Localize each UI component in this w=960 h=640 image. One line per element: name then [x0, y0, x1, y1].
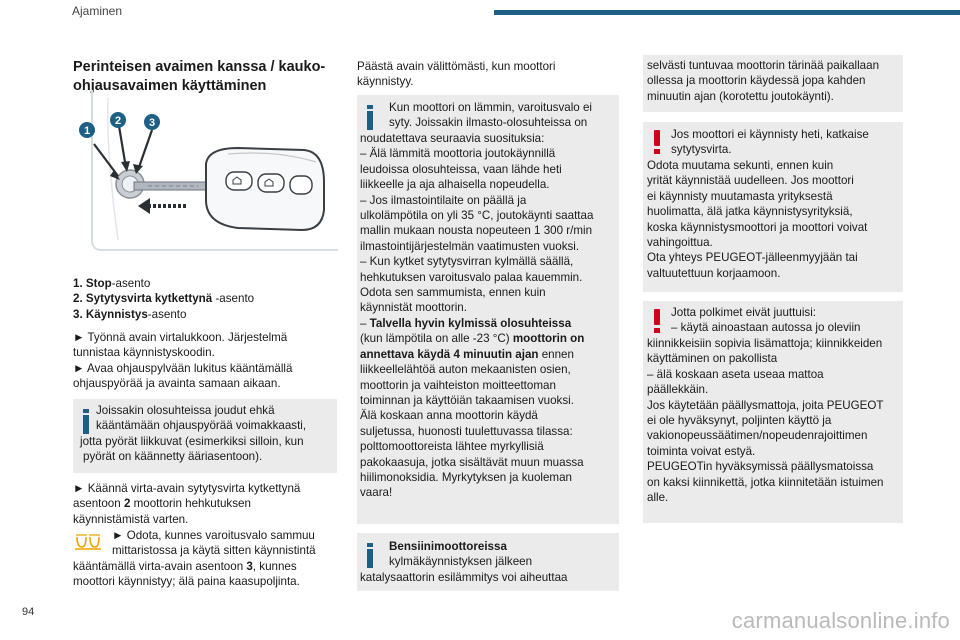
callout-3: 3: [148, 117, 156, 129]
ignition-key-illustration: [83, 90, 338, 260]
text-line: liikkeellelähtöä auton mekaanisten osien,: [360, 363, 571, 377]
text-line: Odota muutama sekunti, ennen kuin: [647, 159, 834, 172]
text-line: jotta pyörät liikkuvat (esimerkiksi silloin, kun: [80, 435, 304, 448]
instruction-paragraph: [73, 528, 341, 590]
text-line: pyörät on käännetty ääriasentoon).: [83, 450, 263, 464]
page-number: 94: [22, 606, 35, 618]
text-line: käyttäminen on pakollista: [647, 352, 778, 366]
text-line: kääntämällä virta-avain asentoon 3, kunnes: [73, 559, 297, 573]
text-line: – Kun kytket sytytysvirran kylmällä säällä,: [360, 255, 574, 269]
text-line: käynnistämistä varten.: [73, 512, 189, 526]
text-line: ilmastointijärjestelmän vaatimusten vuoksi.: [360, 239, 580, 253]
text-line: moottorin ja vaihteiston moitteettoman: [360, 378, 556, 392]
text-line: ► Odota, kunnes varoitusvalo sammuu: [112, 529, 315, 542]
text-line: ulkolämpötila on yli 35 °C, joutokäynti saattaa: [360, 209, 594, 223]
text-line: Älä koskaan anna moottorin käydä: [360, 409, 538, 423]
text-line: kylmäkäynnistyksen jälkeen: [389, 555, 533, 569]
list-item: 3. Käynnistys-asento: [73, 307, 187, 321]
text-line: sytytysvirta.: [671, 143, 732, 157]
header-accent-bar: [494, 10, 960, 15]
text-line: leudoissa olosuhteissa, vaan lähde heti: [360, 162, 562, 176]
instruction-paragraph: [73, 481, 341, 527]
text-line: alle.: [647, 491, 669, 505]
text-line: Jotta polkimet eivät juuttuisi:: [671, 306, 816, 319]
text-line: – älä koskaan aseta useaa mattoa: [647, 367, 824, 381]
text-line: mallin mukaan nousta nopeuteen 1 300 r/min: [360, 224, 593, 238]
text-line: ollessa ja moottorin käydessä jopa kahden: [647, 74, 866, 88]
text-line: mittaristossa ja käytä sitten käynnistintä: [112, 544, 316, 558]
text-line: Päästä avain välittömästi, kun moottori: [357, 60, 556, 73]
text-line: suljetussa, huonosti tuulettuvassa tilassa:: [360, 424, 573, 438]
text-line: – Talvella hyvin kylmissä olosuhteissa: [360, 316, 572, 330]
text-line: moottori käynnistyy; älä paina kaasupoljinta.: [73, 575, 300, 589]
text-line: selvästi tuntuvaa moottorin tärinää paikallaan: [647, 59, 880, 72]
callout-1: 1: [83, 125, 91, 137]
text-line: valtuutettuun korjaamoon.: [647, 266, 781, 280]
text-line: Joissakin olosuhteissa joudut ehkä: [96, 404, 275, 417]
text-line: ohjauspyörää ja avainta samaan aikaan.: [73, 377, 281, 391]
text-line: vakionopeussäätimen/nopeudenrajoittimen: [647, 429, 868, 443]
text-line: polttomoottoreista lähtee myrkyllisiä: [360, 440, 544, 454]
text-line: koska käynnistysmoottori ja moottori voivat: [647, 220, 868, 234]
info-box: [357, 95, 619, 524]
text-line: asentoon 2 moottorin hehkutuksen: [73, 497, 251, 511]
watermark: carmanualsonline.info: [731, 608, 950, 633]
page-header-title: Ajaminen: [72, 4, 123, 18]
text-line: Jos moottori ei käynnisty heti, katkaise: [671, 128, 869, 141]
text-line: ► Avaa ohjauspylvään lukitus kääntämällä: [73, 361, 293, 375]
text-line: ► Työnnä avain virtalukkoon. Järjestelmä: [73, 331, 288, 344]
text-line: toiminta voivat estyä.: [647, 444, 756, 458]
text-line: minuutin ajan (korotettu joutokäynti).: [647, 89, 834, 103]
text-line: PEUGEOTin hyväksymissä päällysmatoissa: [647, 460, 874, 474]
text-line: Kun moottori on lämmin, varoitusvalo ei: [389, 101, 592, 114]
intro-paragraph: [357, 59, 619, 90]
warning-box: [643, 301, 903, 523]
text-line: hiilimonoksidia. Myrkytyksen ja kuoleman: [360, 470, 572, 484]
text-line: – käytä ainoastaan autossa jo oleviin: [671, 321, 861, 335]
text-line: kiinnikkeisiin sopivia lisämattoja; kiinnikkeiden: [647, 337, 883, 350]
text-line: hehkutuksen varoitusvalo palaa kauemmin.: [360, 270, 583, 284]
info-box: [357, 533, 619, 591]
callout-2: 2: [114, 115, 122, 127]
text-line: katalysaattorin esilämmitys voi aiheuttaa: [360, 571, 568, 584]
text-line: päällekkäin.: [647, 383, 709, 397]
info-box: [73, 399, 337, 473]
text-line: tunnistaa käynnistyskoodin.: [73, 346, 215, 360]
section-heading-line: Perinteisen avaimen kanssa / kauko-: [73, 59, 326, 75]
text-line: ► Käännä virta-avain sytytysvirta kytkettynä: [73, 482, 301, 495]
text-line: pakokaasuja, jotka sisältävät muun muassa: [360, 455, 584, 469]
text-line: – Jos ilmastointilaite on päällä ja: [360, 193, 527, 207]
text-line: vahingoittua.: [647, 236, 713, 250]
text-line: – Älä lämmitä moottoria joutokäynnillä: [360, 147, 556, 161]
warning-box: [643, 122, 903, 292]
instruction-paragraph: [73, 330, 341, 392]
text-line: annettava käydä 4 minuutin ajan ennen: [360, 347, 574, 361]
text-line: käynnistät moottorin.: [360, 301, 467, 315]
text-line: liikkeelle ja aja alhaisella nopeudella.: [360, 178, 550, 192]
text-line: syty. Joissakin ilmasto-olosuhteissa on: [389, 116, 588, 130]
text-line: Odota sen sammumista, ennen kuin: [360, 286, 546, 300]
text-line: huolimatta, älä jatka käynnistysyrityksiä,: [647, 205, 853, 219]
info-box-continued: [643, 55, 903, 112]
text-line: Ota yhteys PEUGEOT-jälleenmyyjään tai: [647, 251, 858, 265]
text-line: vaara!: [360, 486, 393, 500]
text-line: ei ole hyväksynyt, poljinten käyttö ja: [647, 414, 832, 428]
text-line: (kun lämpötila on alle -23 °C) moottorin on: [360, 332, 585, 346]
text-line: käynnistyy.: [357, 75, 414, 89]
section-heading-line: ohjausavaimen käyttäminen: [73, 78, 267, 94]
text-line: on kaksi kiinnikettä, jotka kiinnitetään istuimen: [647, 475, 884, 489]
position-list: [73, 276, 341, 322]
text-line: noudatettava seuraavia suosituksia:: [360, 132, 545, 145]
text-line: Jos käytetään päällysmattoja, joita PEUGEOT: [647, 398, 884, 412]
list-item: 2. Sytytysvirta kytkettynä -asento: [73, 292, 255, 306]
text-line: ei käynnisty muutamasta yrityksestä: [647, 189, 833, 203]
list-item: 1. Stop-asento: [73, 277, 151, 290]
text-line: yrität käynnistää uudelleen. Jos moottori: [647, 174, 854, 188]
text-line: kääntämään ohjauspyörää voimakkaasti,: [96, 419, 307, 433]
text-line: toiminnan ja käyttöiän takaamisen vuoksi.: [360, 393, 574, 407]
text-line: Bensiinimoottoreissa: [389, 540, 507, 553]
